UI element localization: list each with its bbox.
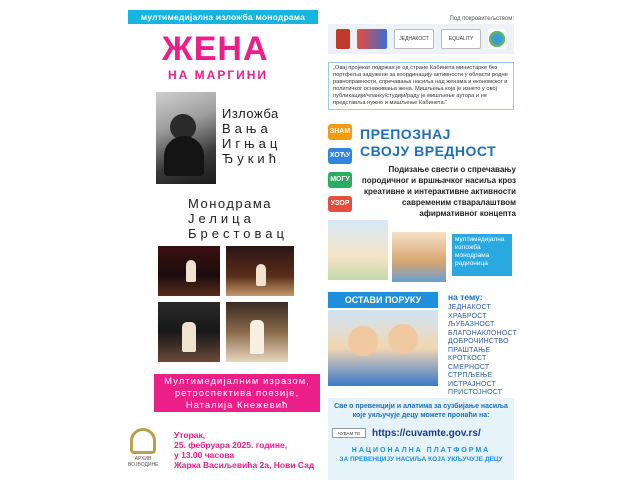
poster [118,0,522,480]
artist-middle-name: Игњац [222,136,282,151]
uzor-icon: УЗОР [328,196,352,212]
performer-figure [186,260,196,282]
equality-en-logo-text: EQUALITY [448,36,474,42]
poster-subtitle: НА МАРГИНИ [168,68,269,82]
project-disclaimer: „Овај пројекат подржан је од стране Кабинета министарке без портфеља задужене за координацију активности у области родне равноправности, спречавања насиља над женама и економског и политичког оснаживања жена. Мишљења која је изнето у овој публикацији/чланку/студији/раду је мишљење аутора и не представља нужно и мишљење Кабинета.” [328,62,514,110]
monodrama-credit [188,196,288,241]
topic-word: КРОТКОСТ [448,355,487,362]
platform-intro: Све о превенцији и алатима за сузбијање насиља које укључује децу можете пронаћи на: [334,403,508,419]
mogu-icon: МОГУ [328,172,352,188]
right-column [328,10,518,480]
hocu-icon: ХОЋУ [328,148,352,164]
campaign-description: Подизање свести о спречавању породичног и вршњачког насиља кроз креативне и интерактивне активности савременим стваралаштвом афирмативног концепта [361,165,516,218]
event-place: Жарка Васиљевића 2а, Нови Сад [174,460,315,470]
child-face [388,324,418,354]
monodrama-label: Монодрама [188,196,273,211]
event-time: у 13.00 часова [174,450,235,460]
equality-en-logo [441,29,481,49]
event-date: 25. фебруара 2025. године, [174,440,288,450]
exhibition-credit [222,106,281,166]
archive-logo-label: АРХИВ ВОЈВОДИНЕ [128,456,159,468]
topic-word: ЈЕДНАКОСТ [448,304,491,311]
photo-body [164,136,204,176]
archive-logo [128,428,158,468]
artist-first-name: Вања [222,121,272,136]
left-column [118,10,320,480]
topic-word: ПРИСТОЈНОСТ [448,389,503,396]
campaign-title-line2: СВОЈУ ВРЕДНОСТ [360,143,497,159]
program-box: мултимедијална изложба монодрама радионица [452,234,512,276]
topic-word: ИСТРАЈНОСТ [448,380,497,388]
topic-word: СМЕРНОСТ [448,363,490,371]
event-type-banner: мултимедијална изложба монодрама [128,10,318,24]
performance-photo-1 [158,246,220,296]
archive-logo-icon [130,428,156,454]
cuvam-te-logo: ЧУВАМ ТЕ [332,428,366,438]
performer-figure [182,322,196,352]
performance-photo-4 [226,302,288,362]
performance-photo-2 [226,246,294,296]
equality-logo [394,29,434,49]
ministry-logo-icon [357,29,387,49]
patronage-label: Под покровитељством: [449,16,514,22]
topic-word: ЉУБАЗНОСТ [448,321,495,328]
event-details [174,430,314,470]
classroom-photo [328,220,388,280]
actor-last-name: Брестовац [188,226,288,241]
platform-url-link[interactable]: https://cuvamte.gov.rs/ [372,428,481,439]
exhibition-label: Изложба [222,106,279,121]
actor-first-name: Јелица [188,211,255,226]
smiling-children-photo [328,310,438,386]
platform-title: НАЦИОНАЛНА ПЛАТФОРМА [351,447,491,454]
poster-title: ЖЕНА [162,30,269,68]
topic-word: ПРАШТАЊЕ [448,346,491,354]
topic-word: СТРПЉЕЊЕ [448,372,493,379]
children-reading-photo [392,232,446,282]
child-face [348,326,378,356]
coat-of-arms-icon [336,29,350,49]
performer-figure [256,264,266,286]
globe-logo-icon [488,29,506,49]
sponsor-logos [328,24,514,54]
topic-label: на тему: [448,292,483,302]
topic-word: ДОБРОЧИНСТВО [448,338,509,345]
znam-icon: ЗНАМ [328,124,352,140]
campaign-title [360,126,496,160]
poetry-credit-box: Мултимедијалним изразом, ретроспектива поезије, Наталија Кнежевић Ивановић [154,374,320,412]
performance-photo-3 [158,302,220,362]
platform-subtitle: ЗА ПРЕВЕНЦИЈУ НАСИЉА КОЈА УКЉУЧУЈЕ ДЕЦУ [339,456,503,463]
platform-info-box [328,398,514,480]
artist-photo [156,92,216,184]
topic-word: БЛАГОНАКЛОНОСТ [448,329,517,337]
performer-figure [250,320,264,354]
value-icons [328,124,352,220]
topic-word: ХРАБРОСТ [448,312,487,320]
artist-last-name: Ђукић [222,151,280,166]
leave-message-banner: ОСТАВИ ПОРУКУ [328,292,438,308]
event-day: Уторак, [174,430,206,440]
campaign-title-line1: ПРЕПОЗНАЈ [360,126,451,142]
equality-logo-text: ЈЕДНАКОСТ [399,36,429,42]
topic-words [448,304,517,398]
